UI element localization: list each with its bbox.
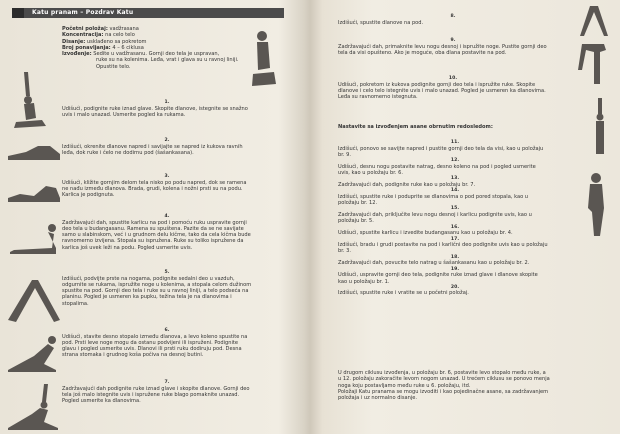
intro-line: Broj ponavljanja: 4 – 6 ciklusa: [62, 44, 144, 51]
figure-cobra: [8, 222, 62, 256]
intro-line: Opustite telo.: [96, 63, 131, 70]
step-5: 5. Izdišući, podvijte prste na nogama, podignite sedalni deo u vazduh, odgurnite se rukama, ispružite noge u kolenima, a stopala celom dužinom spustite na pod. Gornji deo tela i ruke su u ravnoj liniji, a telo podseća na planinu. Pogled je usmeren ka pupku, težina tela je na dlanovima i stopalima.: [62, 270, 252, 307]
step-2: 2. Izdišući, okrenite dlanove napred i savijajte se napred iz kukova ravnih leđa, dok ruke i čelo ne dodirnu pod (šašankasana).: [62, 138, 243, 156]
step-19: 19. Udišući, uspravite gornji deo tela, podignite ruke iznad glave i dlanove skopite kao u položaju br. 1.: [338, 266, 538, 285]
step-17: 17. Izdišući, bradu i grudi postavite na pod i karlični deo podignite uvis kao u položaju br. 3.: [338, 236, 548, 255]
step-3: 3. Udišući, kližite gornjim delom tela nisko po podu napred, dok se ramena ne nađu između dlanova. Brada, grudi, kolena i nožni prsti su na podu. Karlica je podignuta.: [62, 174, 247, 199]
step-18: 18. Zadržavajući dah, povucite telo natrag u šašankasanu kao u položaju br. 2.: [338, 254, 530, 267]
figure-low-crawl: [6, 180, 62, 204]
figure-forward-bend-hands-down: [574, 2, 614, 38]
figure-lunge-arms-up: [4, 382, 64, 432]
figure-kneeling-upright: [248, 30, 278, 94]
step-10: 10. Udišući, pokretom iz kukova podignite gornji deo tela i ispružite ruke. Skopite dlanove i celo telo istegnite uvis i malo unazad. Pogled je usmeren ka dlanovima. Leđa su ravnomerno istegnuta.: [338, 76, 546, 101]
intro-line: Početni položaj: vadžrasana: [62, 26, 139, 32]
step-13: 13. Zadržavajući dah, podignite ruke kao u položaju br. 7.: [338, 176, 476, 188]
figure-raised-arms-kneeling: [6, 70, 52, 132]
intro-line: Disanje: usklađeno sa pokretom: [62, 38, 147, 45]
intro-block: [62, 26, 262, 70]
header-marker: [12, 8, 24, 18]
step-7: 7. Zadržavajući dah podignite ruke iznad glave i skopite dlanove. Gornji deo tela još malo istegnite uvis i ispružene ruke blago pomaknite unazad. Pogled usmerite ka dlanovima.: [62, 380, 250, 405]
section-title: Nastavite sa izvođenjem asane obrnutim redosledom:: [338, 124, 493, 130]
step-1: 1. Udišući, podignite ruke iznad glave. Skopite dlanove, istegnite se snažno uvis i malo unazad. Usmerite pogled ka rukama.: [62, 100, 248, 118]
chapter-header: [12, 8, 284, 18]
reverse-steps: [338, 140, 572, 297]
intro-line: Koncentracija: na celo telo: [62, 32, 135, 39]
figure-standing-arms-up: [580, 96, 614, 156]
figure-lunge: [4, 334, 64, 374]
figure-standing-forward-fold: [574, 40, 614, 86]
intro-line: ruke su na kolenima. Leđa, vrat i glava su u ravnoj liniji.: [96, 57, 239, 64]
step-12: 12. Udišući, desnu nogu postavite natrag, desno koleno na pod i pogled usmerite uvis, kao u položaju br. 6.: [338, 158, 536, 177]
step-8: 8. Izdišući, spustite dlanove na pod.: [338, 14, 456, 26]
left-page: [0, 0, 306, 434]
step-6: 6. Udišući, stavite desno stopalo između dlanova, a levo koleno spustite na pod. Prsti leve noge mogu da ostanu podvijeni ili ispruženi. Podignite glavu i pogled usmerite uvis. Dlanovi ili prsti ruku dodiruju pod. Desna strana stomaka i grudnog koša počiva na desnoj butini.: [62, 328, 248, 359]
step-11: 11. Izdišući, ponovo se savijte napred i pustite gornji deo tela da visi, kao u položaju br. 9.: [338, 140, 544, 158]
step-4: 4. Zadržavajući dah, spustite karlicu na pod i pomoću ruku uspravite gornji deo tela u budangasanu. Ramena su spuštena. Pazite da se ne savijate samo u slabinskom, već i u grudnom delu kičme, tako da cela kičma bude ravnomerno izvijena. Stopala su ispružena. Ruke su toliko ispružene da karlica još uvek leži na podu. Pogled usmerite uvis.: [62, 214, 251, 251]
step-9: 9. Zadržavajući dah, primaknite levu nogu desnoj i ispružite noge. Pustite gornji deo tela da visi opušteno. Ako je moguće, oba dlana postavite na pod.: [338, 38, 547, 56]
step-14: 14. Izdišući, spustite ruke i poduprite se dlanovima o pod pored stopala, kao u položaju br. 12.: [338, 188, 529, 207]
step-16: 16. Udišući, spustite karlicu i izvedite budangasanu kao u položaju br. 4.: [338, 224, 513, 237]
intro-line: Izvođenje: Sedite u vadžrasanu. Gornji deo tela je uspravan,: [62, 51, 220, 58]
figure-downward-dog: [4, 276, 64, 324]
figure-child-pose: [6, 140, 62, 162]
right-page: [312, 0, 620, 434]
step-20: 20. Izdišući, spustite ruke i vratite se u početni položaj.: [338, 284, 469, 297]
chapter-title: Katu pranam – Pozdrav Katu: [32, 9, 134, 16]
closing-paragraph: U drugom ciklusu izvođenja, u položaju br. 6, postavite levo stopalo među ruke, a u 12. položaju zakoračite levom nogom unazad. U trećem ciklusu se ponovo menja noga koju postavljamo među ruke u 6. položaju, itd. Položaji Katu pranama se mogu izvoditi i kao pojedinačne asane, sa zadržavanjem položaja i uz normalno disanje.: [338, 370, 550, 402]
figure-standing-pose: [576, 172, 614, 238]
step-15: 15. Zadržavajući dah, priključite levu nogu desnoj i karlicu podignite uvis, kao u položaju br. 5.: [338, 206, 532, 225]
